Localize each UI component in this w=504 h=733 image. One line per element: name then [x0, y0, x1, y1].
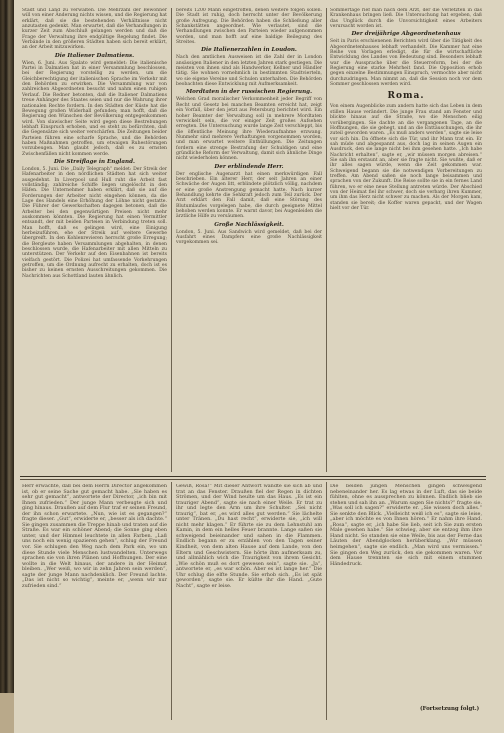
body-text: Die beiden jungen Menschen gingen schweigend nebeneinander her. Es lag etwas in der Luft, das sie beide fühlten, ohne es aussprechen zu können. Endlich blieb sie stehen und sah ihn an. „Warum sagen Sie nichts?“ fragte sie. „Was soll ich sagen?“ erwiderte er. „Sie wissen doch alles.“ Sie senkte den Blick. „Vielleicht weiß ich es“, sagte sie leise, „aber ich möchte es von Ihnen hören.“ Er nahm ihre Hand. „Rosa“, sagte er, „ich habe Sie lieb, seit ich Sie zum ersten Male gesehen habe.“ Sie schwieg, aber sie entzog ihm ihre Hand nicht. So standen sie eine Weile, bis aus der Ferne das Läuten der Abendglocken herüberklang. „Wir müssen heimgehen“, sagte sie endlich. „Man wird uns vermissen.“ Sie gingen den Weg zurück, den sie gekommen waren. Vor dem Hause trennten sie sich mit einem stummen Händedruck.: [330, 484, 482, 567]
column-rule: [326, 482, 327, 720]
book-spine: [0, 0, 14, 733]
body-text: Von einem Augenblicke zum andern hatte sich das Leben in dem stillen Hause verändert. Die junge Frau stand am Fenster und blickte hinaus auf die Straße, wo die Menschen eilig vorübergingen. Sie dachte an die vergangenen Tage, an die Hoffnungen, die sie gehegt, und an die Enttäuschungen, die ihr zuteil geworden waren. „Es muß anders werden“, sagte sie leise vor sich hin. Da öffnete sich die Tür, und ihr Mann trat ein. Er sah müde und abgespannt aus, doch lag in seinen Augen ein Ausdruck, den sie lange nicht bei ihm gesehen hatte. „Ich habe Nachricht erhalten“, sagte er, „wir müssen morgen abreisen.“ Sie sah ihn erstaunt an, aber sie fragte nicht. Sie wußte, daß er ihr alles sagen würde, wenn die Zeit gekommen war. Schweigend begann sie die notwendigen Vorbereitungen zu treffen. Am Abend saßen sie noch lange beisammen und sprachen von der Zukunft. Die Reise sollte sie in ein fernes Land führen, wo er eine neue Stellung antreten würde. Der Abschied von der Heimat fiel ihr schwer, doch sie verbarg ihren Kummer, um ihm das Herz nicht schwer zu machen. Als der Morgen kam, standen sie bereit; die Koffer waren gepackt, und der Wagen hielt vor der Tür.: [330, 104, 482, 211]
story-title: Roma.: [387, 91, 425, 102]
column-rule: [171, 482, 172, 720]
article-column-1: [22, 8, 167, 472]
section-heading: Die Italiener Dalmatiens.: [54, 52, 135, 59]
column-rule: [171, 8, 172, 472]
body-text: Seit in Paris erschienenen Berichten wird über die Tätigkeit des Abgeordnetenhauses lebhaft verhandelt. Die Kammer hat eine Reihe von Vorlagen erledigt, die für die wirtschaftliche Entwicklung des Landes von Bedeutung sind. Besonders lebhaft war die Aussprache über die Steuerreform, bei der die Regierung eine starke Mehrheit fand. Die Opposition erhob gegen einzelne Bestimmungen Einspruch, vermochte aber nicht durchzudringen. Man nimmt an, daß die Session noch vor dem Sommer geschlossen werden wird.: [330, 39, 482, 88]
continued-notice: (Fortsetzung folgt.): [420, 706, 480, 712]
section-heading: Die Streiflage in England.: [54, 158, 135, 165]
feuilleton-column-2: [176, 484, 322, 720]
body-text: bereits 1200 Mann eingetroffen, denen weitere folgen sollen. Die Stadt ist ruhig, doch herrscht unter der Bevölkerung große Aufregung. Die Behörden haben die Schließung aller Schankstätten angeordnet. Wie verlautet, sind die Verhandlungen zwischen den Parteien wieder aufgenommen worden, und man hofft auf eine baldige Beilegung des Streites.: [176, 8, 322, 46]
body-text: Welchen Grad moralischer Verkommenheit jeder Begriff von Recht und Gesetz bei manchen Beamten erreicht hat, zeigt ein Vorfall, über den jetzt aus Petersburg berichtet wird. Ein hoher Beamter der Verwaltung soll in mehrere Mordtaten verwickelt sein, die vor einiger Zeit großes Aufsehen erregten. Die Untersuchung wurde lange Zeit verschleppt, bis die öffentliche Meinung ihre Wiederaufnahme erzwang. Nunmehr sind mehrere Verhaftungen vorgenommen worden, und man erwartet weitere Enthüllungen. Die Zeitungen fordern eine strenge Bestrafung der Schuldigen und eine gründliche Reform der Verwaltung, damit sich ähnliche Dinge nicht wiederholen können.: [176, 97, 322, 162]
article-column-3: [330, 8, 482, 472]
body-text: London, 5. Juni. Aus Sandwich wird gemeldet, daß bei der Ausfahrt eines Dampfers eine große Nachlässigkeit vorgekommen sei.: [176, 229, 322, 246]
feuilleton-rule: [20, 476, 486, 477]
section-heading: Der dreijährige Abgeordnetenhaus: [351, 31, 461, 38]
body-text: Gewiß, Rosa!“ Mit dieser Antwort wandte sie sich ab und trat an das Fenster. Draußen fiel der Regen in dichten Strömen, und der Wind heulte um das Haus. „Es ist ein trauriger Abend“, sagte sie nach einer Weile. Er trat zu ihr und legte den Arm um ihre Schulter. „Sei nicht traurig“, bat er, „es wird alles gut werden.“ Sie lächelte unter Tränen. „Du hast recht“, erwiderte sie, „ich will nicht mehr klagen.“ Er führte sie zu dem Lehnstuhl am Kamin, in dem ein helles Feuer brannte. Lange saßen sie schweigend beieinander und sahen in die Flammen. Endlich begann er zu erzählen von den Tagen seiner Kindheit, von dem alten Hause auf dem Lande, von den Eltern und Geschwistern. Sie hörte ihm aufmerksam zu, und allmählich wich die Traurigkeit von ihrem Gesicht. „Wie schön muß es dort gewesen sein“, sagte sie. „Ja“, antwortete er, „es war schön. Aber es ist lange her.“ Die Uhr schlug die elfte Stunde. Sie erhob sich. „Es ist spät geworden“, sagte sie. Er küßte ihr die Hand. „Gute Nacht“, sagte er leise.: [176, 484, 322, 589]
article-column-2: [176, 8, 322, 472]
body-text: Der englische Augenarzt hat einen merkwürdigen Fall beschrieben. Ein älterer Herr, der seit Jahren an einer Schwäche der Augen litt, erblindete plötzlich völlig, nachdem er eine große Anstrengung gemacht hatte. Nach kurzer Behandlung kehrte die Sehkraft jedoch zum Teil zurück. Der Arzt erklärt den Fall damit, daß eine Störung des Blutumlaufes vorgelegen habe, die durch geeignete Mittel behoben werden konnte. Er warnt davor, bei Augenleiden die ärztliche Hilfe zu versäumen.: [176, 171, 322, 220]
feuilleton-rule: [20, 479, 486, 480]
body-text: Herr erwachte, daß bei dem Herrn Director angekommen ist, ob er seine Sache gut gemacht habe. „Sie haben es sehr gut gemacht“, antwortete der Director, „ich bin mit Ihnen zufrieden.“ Der junge Mann verbeugte sich und ging hinaus. Draußen auf dem Flur traf er seinen Freund, der ihn schon erwartete. „Nun, wie ist es gegangen?“ fragte dieser. „Gut“, erwiderte er, „besser als ich dachte.“ Sie gingen zusammen die Treppe hinab und traten auf die Straße. Es war ein schöner Abend; die Sonne ging eben unter, und der Himmel leuchtete in allen Farben. „Laß uns noch ein wenig spazieren gehen“, schlug der Freund vor. Sie schlugen den Weg nach dem Park ein, wo um diese Stunde viele Menschen lustwandelten. Unterwegs sprachen sie von ihren Plänen und Hoffnungen. Der eine wollte in die Welt hinaus, der andere in der Heimat bleiben. „Wer weiß, wo wir in zehn Jahren sein werden“, sagte der junge Mann nachdenklich. Der Freund lachte. „Das ist nicht so wichtig“, meinte er, „wenn wir nur zufrieden sind.“: [22, 484, 167, 589]
body-text: Sommertage rief man nach dem Arzt, der die Verletzten in das Krankenhaus bringen ließ. Die Untersuchung hat ergeben, daß das Unglück durch die Unvorsichtigkeit eines Arbeiters verursacht worden ist.: [330, 8, 482, 30]
spine-corner: [0, 693, 14, 733]
body-text: London, 5. Juni. Die „Daily Telegraph“ meldet: Der Streik der Hafenarbeiter in den nördlichen Städten hat sich weiter ausgedehnt. In Liverpool und Hull ruht die Arbeit fast vollständig; zahlreiche Schiffe liegen ungelöscht in den Häfen. Die Unternehmer haben erklärt, daß sie auf die Forderungen der Arbeiter nicht eingehen können, da die Lage des Handels eine Erhöhung der Löhne nicht gestatte. Die Führer der Gewerkschaften dagegen betonen, daß die Arbeiter bei den gegenwärtigen Preisen nicht mehr auskommen könnten. Die Regierung hat einen Vermittler entsandt, der mit beiden Parteien in Verbindung treten soll. Man hofft, daß es gelingen wird, eine Einigung herbeizuführen, ehe der Streik auf weitere Gewerbe übergreift. In den Kohlenrevieren herrscht große Erregung; die Bergleute haben Versammlungen abgehalten, in denen beschlossen wurde, die Hafenarbeiter mit allen Mitteln zu unterstützen. Der Verkehr auf den Eisenbahnen ist bereits vielfach gestört. Die Polizei hat umfassende Vorkehrungen getroffen, um die Ordnung aufrecht zu erhalten, doch ist es bisher zu keinen ernsten Ausschreitungen gekommen. Die Nachrichten aus Schottland lauten ähnlich.: [22, 166, 167, 279]
section-heading: Große Nachlässigkeit.: [214, 221, 284, 228]
column-rule: [326, 8, 327, 472]
section-heading: Die Italienerzahlen in Loudon.: [201, 47, 297, 54]
body-text: Nach den amtlichen Ausweisen ist die Zahl der in London ansässigen Italiener in den letzten Jahren stark gestiegen. Die meisten von ihnen sind als Handwerker, Kellner und Händler tätig. Sie wohnen vornehmlich in bestimmten Stadtvierteln, wo sie eigene Vereine und Schulen unterhalten. Die Behörden beobachten diese Entwicklung mit Aufmerksamkeit.: [176, 55, 322, 88]
body-text: Stadt und Land zu verwalten. Die Mehrzahl der Bewohner will von einer Änderung nichts wissen, und die Regierung hat erklärt, daß sie die bestehenden Verhältnisse nicht anzutasten gedenkt. Man erwartet, daß die Verhandlungen in kurzer Zeit zum Abschluß gelangen werden und daß die Frage der Verwaltung ihre endgültige Regelung findet. Die Verbände in den größeren Städten haben sich bereit erklärt, an der Arbeit mitzuwirken.: [22, 8, 167, 51]
body-text: Wien, 6. Juni. Aus Spalato wird gemeldet: Die italienische Partei in Dalmatien hat in einer Versammlung beschlossen, bei der Regierung vorstellig zu werden, um die Gleichberechtigung der italienischen Sprache im Verkehr mit den Behörden zu erwirken. Die Versammlung war von zahlreichen Abgeordneten besucht und nahm einen ruhigen Verlauf. Die Redner betonten, daß die Italiener Dalmatiens treue Anhänger des Staates seien und nur die Wahrung ihrer nationalen Rechte fordern. In den Städten der Küste hat die Bewegung großen Widerhall gefunden; man hofft, daß die Regierung den Wünschen der Bevölkerung entgegenkommen wird. Von slawischer Seite wird gegen diese Bestrebungen lebhaft Einspruch erhoben, und es steht zu befürchten, daß die Gegensätze sich weiter verschärfen. Die Zeitungen beider Parteien führen eine scharfe Sprache, und die Behörden haben Maßnahmen getroffen, um etwaigen Ruhestörungen vorzubeugen. Man glaubt jedoch, daß es zu ernsten Zwischenfällen nicht kommen werde.: [22, 60, 167, 157]
section-heading: Der erblindende Herr.: [214, 163, 284, 170]
feuilleton-column-3: [330, 484, 482, 720]
section-heading: Mordtaten in der russischen Regierung.: [185, 89, 313, 96]
feuilleton-column-1: [22, 484, 167, 720]
